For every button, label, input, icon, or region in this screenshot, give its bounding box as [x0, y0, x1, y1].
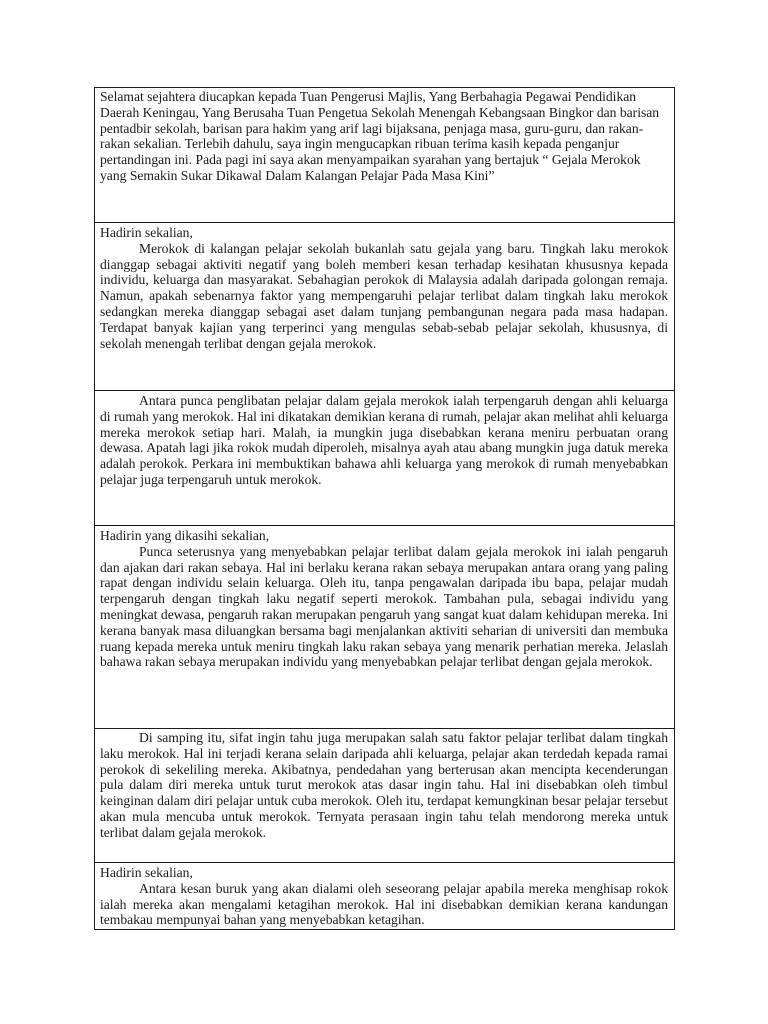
section-2: [100, 225, 668, 351]
section-4-greeting: Hadirin yang dikasihi sekalian,: [100, 528, 270, 543]
section-1: [100, 89, 668, 184]
section-3-body: Antara punca penglibatan pelajar dalam gejala merokok ialah terpengaruh dengan ahli keluarga di rumah yang merokok. Hal ini dikatakan demikian kerana di rumah, pelajar akan melihat ahli keluarga mereka merokok setiap hari. Malah, ia mungkin juga disebabkan kerana meniru perbuatan orang dewasa. Apatah lagi jika rokok mudah diperoleh, misalnya ayah atau abang mungkin juga datuk mereka adalah perokok. Perkara ini membuktikan bahawa ahli keluarga yang merokok di rumah menyebabkan pelajar juga terpengaruh untuk merokok.: [100, 393, 668, 487]
section-1-body: Selamat sejahtera diucapkan kepada Tuan Pengerusi Majlis, Yang Berbahagia Pegawai Pendidikan Daerah Keningau, Yang Berusaha Tuan Pengetua Sekolah Menengah Kebangsaan Bingkor dan barisan pentadbir sekolah, barisan para hakim yang arif lagi bijaksana, penjaga masa, guru-guru, dan rakan-rakan sekalian. Terlebih dahulu, saya ingin mengucapkan ribuan terima kasih kepada penganjur pertandingan ini. Pada pagi ini saya akan menyampaikan syarahan yang bertajuk “ Gejala Merokok yang Semakin Sukar Dikawal Dalam Kalangan Pelajar Pada Masa Kini”: [100, 89, 660, 183]
section-5-body: Di samping itu, sifat ingin tahu juga merupakan salah satu faktor pelajar terlibat dalam tingkah laku merokok. Hal ini terjadi kerana selain daripada ahli keluarga, pelajar akan terdedah kepada ramai perokok di sekeliling mereka. Akibatnya, pendedahan yang berterusan akan mencipta kecenderungan pula dalam diri mereka untuk turut merokok atas dasar ingin tahu. Hal ini disebabkan oleh timbul keinginan dalam diri pelajar untuk cuba merokok. Oleh itu, terdapat kemungkinan besar pelajar tersebut akan mula mencuba untuk merokok. Ternyata perasaan ingin tahu telah mendorong mereka untuk terlibat dalam gejala merokok.: [100, 730, 668, 840]
section-6-body: Antara kesan buruk yang akan dialami oleh seseorang pelajar apabila mereka menghisap rokok ialah mereka akan mengalami ketagihan merokok. Hal ini disebabkan demikian kerana kandungan tembakau mempunyai bahan yang menyebabkan ketagihan.: [100, 880, 668, 928]
section-4: [100, 528, 668, 670]
section-6: [100, 865, 668, 928]
section-4-body: Punca seterusnya yang menyebabkan pelajar terlibat dalam gejala merokok ini ialah pengaruh dan ajakan dari rakan sebaya. Hal ini berlaku kerana rakan sebaya merupakan antara orang yang paling rapat dengan individu selain keluarga. Oleh itu, tanpa pengawalan daripada ibu bapa, pelajar mudah terpengaruh dengan tingkah laku negatif seperti merokok. Tambahan pula, sebagai individu yang meningkat dewasa, pengaruh rakan merupakan pengaruh yang sangat kuat dalam kehidupan mereka. Ini kerana banyak masa diluangkan bersama bagi menjalankan aktiviti seharian di universiti dan membuka ruang kepada mereka untuk meniru tingkah laku rakan sebaya yang menarik perhatian mereka. Jelaslah bahawa rakan sebaya merupakan individu yang menyebabkan pelajar terlibat dengan gejala merokok.: [100, 543, 668, 670]
section-5: [100, 730, 668, 841]
section-2-body: Merokok di kalangan pelajar sekolah bukanlah satu gejala yang baru. Tingkah laku merokok dianggap sebagai aktiviti negatif yang boleh memberi kesan terhadap kesihatan khususnya kepada individu, keluarga dan masyarakat. Sebahagian perokok di Malaysia adalah daripada golongan remaja. Namun, apakah sebenarnya faktor yang mempengaruhi pelajar terlibat dalam tingkah laku merokok sedangkan mereka dianggap sebagai aset dalam tunjang pembangunan negara pada masa hadapan. Terdapat banyak kajian yang terperinci yang mengulas sebab-sebab pelajar sekolah, khususnya, di sekolah menengah terlibat dengan gejala merokok.: [100, 240, 668, 351]
section-6-greeting: Hadirin sekalian,: [100, 865, 193, 880]
section-3: [100, 393, 668, 488]
section-2-greeting: Hadirin sekalian,: [100, 225, 193, 240]
